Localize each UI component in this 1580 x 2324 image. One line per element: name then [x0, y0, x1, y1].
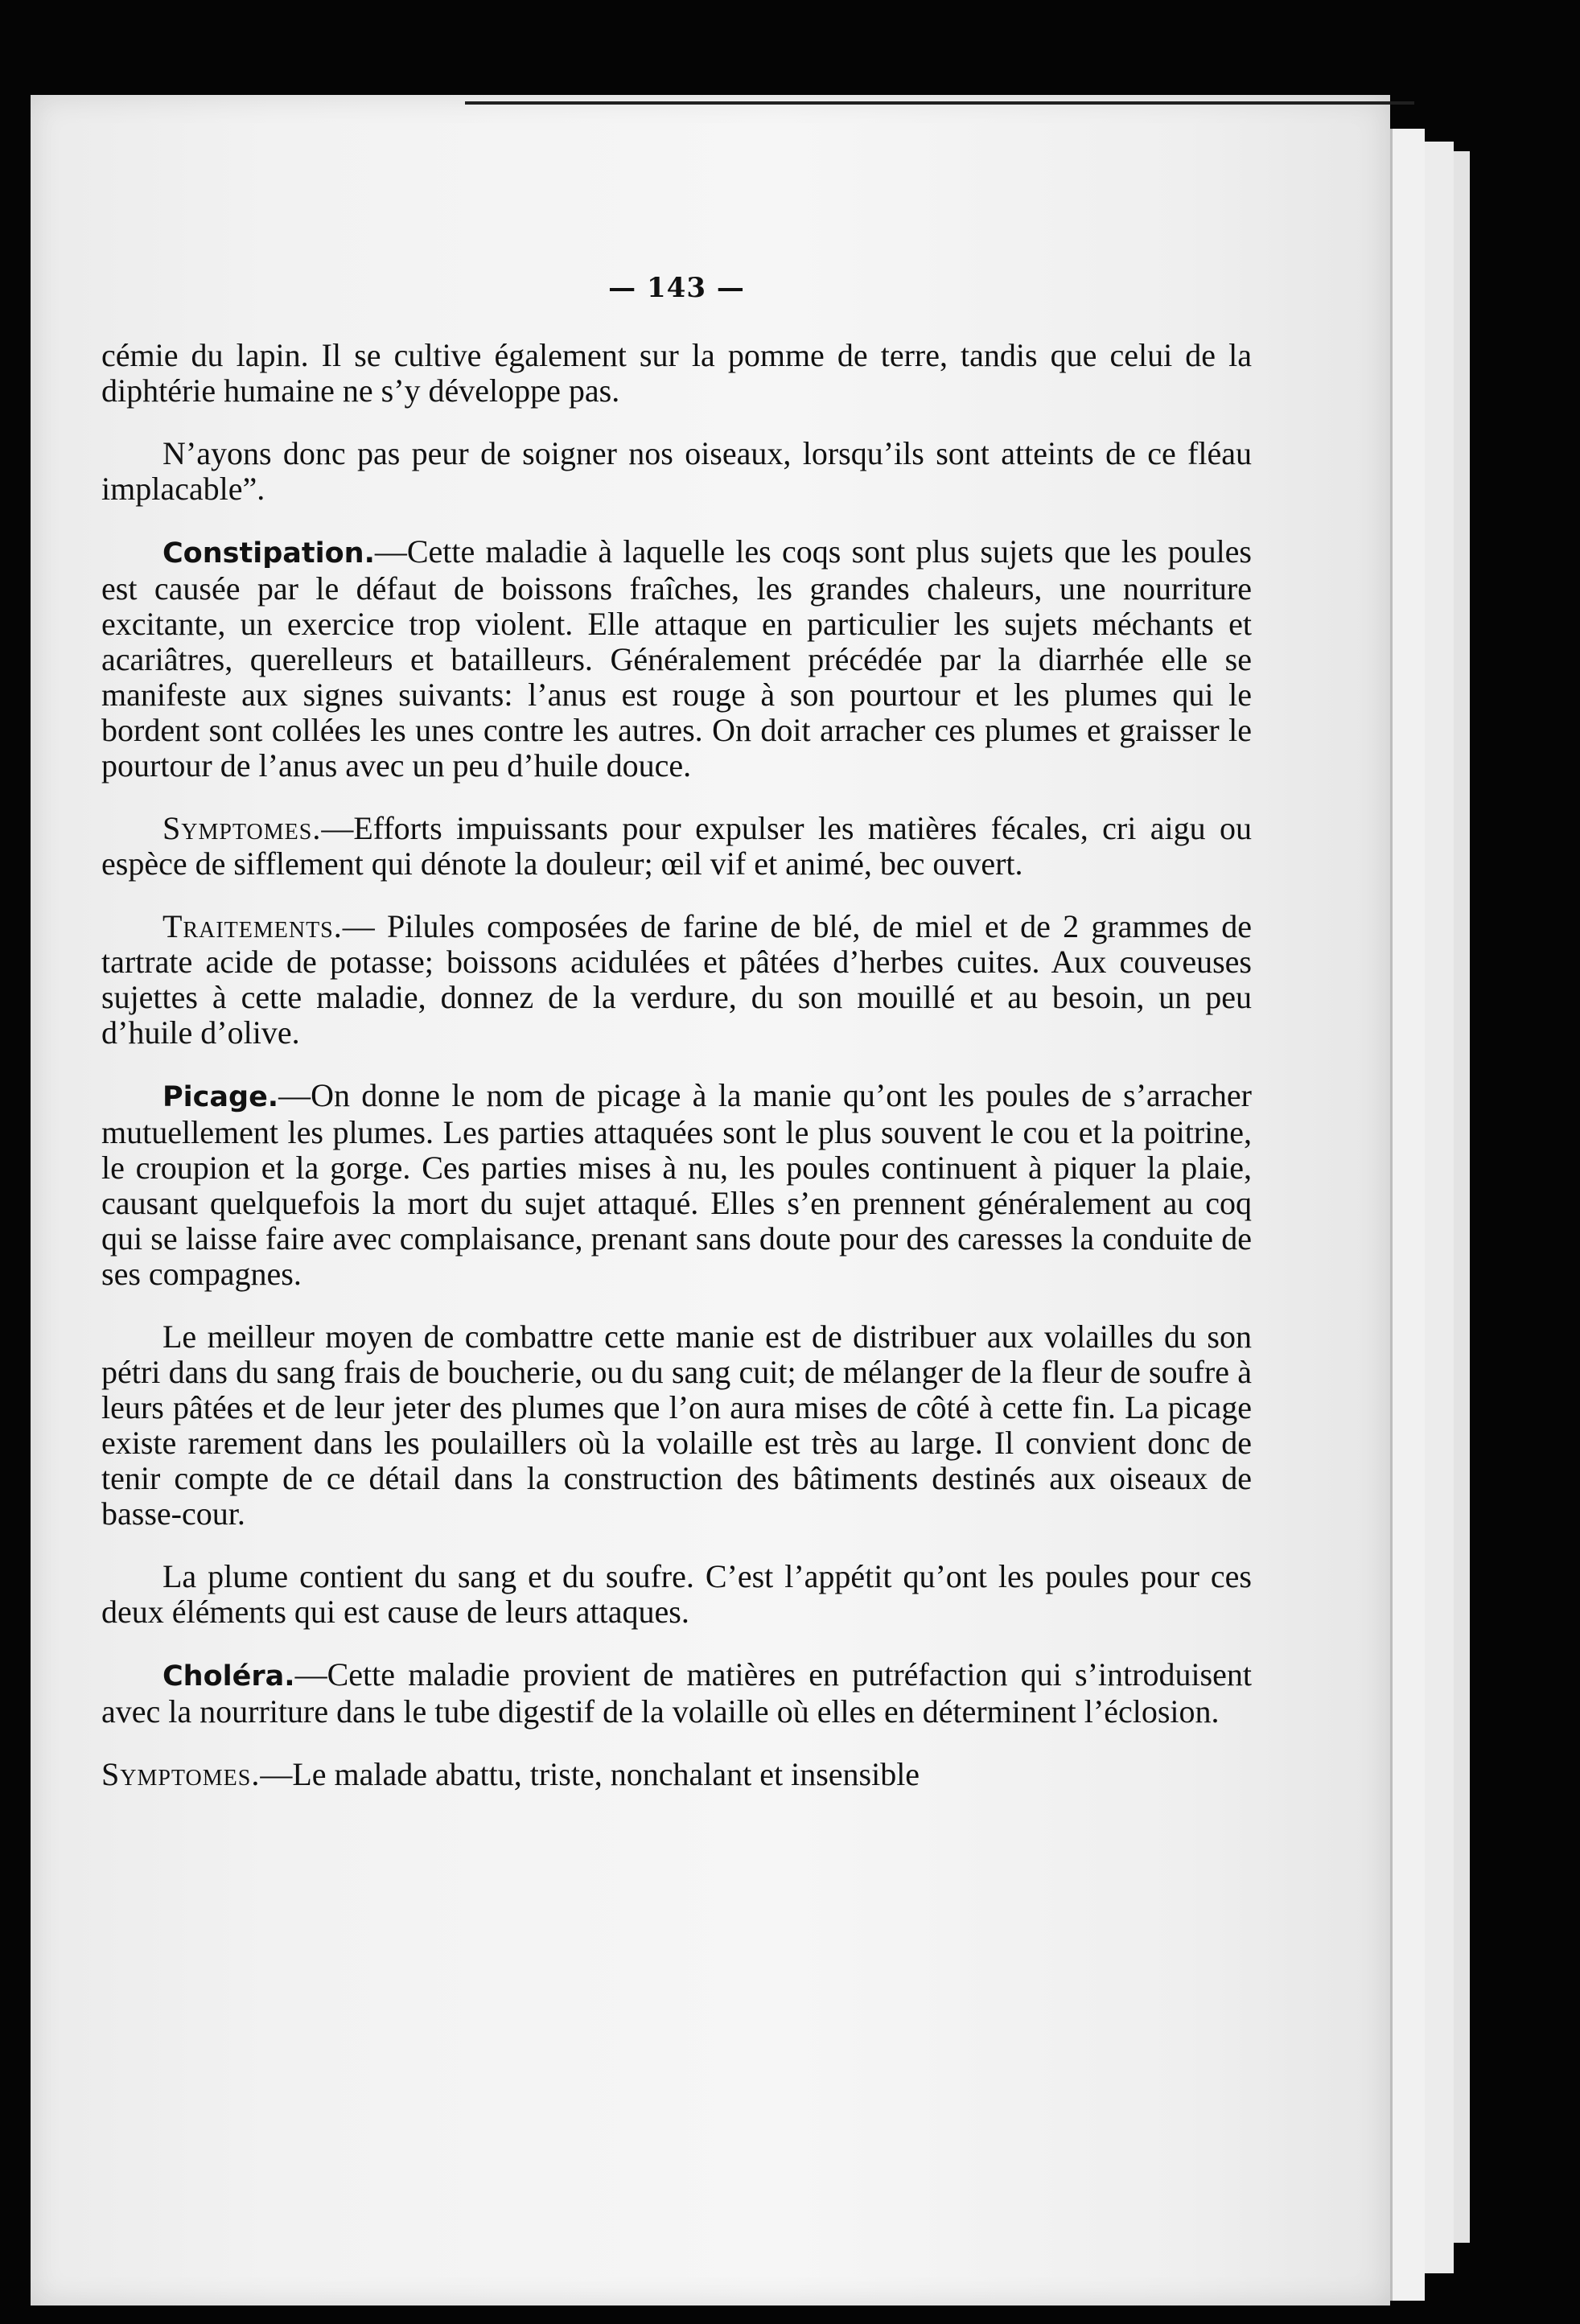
subheading-symptomes: Symptomes.: [101, 1756, 261, 1792]
subheading-symptomes: Symptomes.: [163, 810, 322, 846]
paragraph-text: N’ayons donc pas peur de soigner nos oiseaux, lorsqu’ils sont atteints de ce fléau implacable”.: [101, 435, 1252, 507]
paragraph-constipation: [101, 534, 1252, 784]
paragraph-text: La plume contient du sang et du soufre. C’est l’appétit qu’ont les poules pour ces deux éléments qui est cause de leurs attaques.: [101, 1558, 1252, 1630]
paragraph-plume: [101, 1559, 1252, 1630]
page-content: [101, 272, 1252, 1820]
paragraph-text: —Le malade abattu, triste, nonchalant et insensible: [260, 1756, 920, 1792]
paragraph-text: Le meilleur moyen de combattre cette manie est de distribuer aux volailles du son pétri dans du sang frais de boucherie, ou du sang cuit; de mélanger de la fleur de soufre à leurs pâtées et de leur jeter des plumes que l’on aura mises de côté à cette fin. La picage existe rarement dans les poulaillers où la volaille est très au large. Il convient donc de tenir compte de ce détail dans la construction des bâtiments destinés aux oiseaux de basse-cour.: [101, 1318, 1252, 1532]
paragraph-picage: [101, 1078, 1252, 1292]
paragraph-text: —Cette maladie à laquelle les coqs sont plus sujets que les poules est causée par le défaut de boissons fraîches, les grandes chaleurs, une nourriture excitante, un exercice trop violent. Elle attaque en particulier les sujets méchants et acariâtres, querelleurs et batailleurs. Généralement précédée par la diarrhée elle se manifeste aux signes suivants: l’anus est rouge à son pourtour et les plumes qui le bordent sont collées les unes contre les autres. On doit arracher ces plumes et graisser le pourtour de l’anus avec un peu d’huile douce.: [101, 533, 1252, 784]
paragraph-symptomes-2: [101, 1757, 1252, 1792]
section-heading-picage: Picage.: [163, 1081, 279, 1113]
paragraph-text: — Pilules composées de farine de blé, de miel et de 2 grammes de tartrate acide de potasse; boissons acidulées et pâtées d’herbes cuites. Aux couveuses sujettes à cette maladie, donnez de la verdure, du son mouillé et au besoin, un peu d’huile d’olive.: [101, 908, 1252, 1051]
paragraph-cholera: [101, 1657, 1252, 1730]
paragraph-traitements: [101, 909, 1252, 1051]
page-number: — 143 —: [608, 272, 745, 304]
page-stack-edge: [1451, 151, 1470, 2243]
page-stack-edge: [1390, 129, 1425, 2301]
section-heading-cholera: Choléra.: [163, 1660, 295, 1693]
paragraph-text: —Efforts impuissants pour expulser les matières fécales, cri aigu ou espèce de sifflement qui dénote la douleur; œil vif et animé, bec ouvert.: [101, 810, 1252, 882]
paragraph-1: [101, 338, 1252, 409]
paragraph-text: —On donne le nom de picage à la manie qu’ont les poules de s’arracher mutuellement les plumes. Les parties attaquées sont le plus souvent le cou et la poitrine, le croupion et la gorge. Ces parties mises à nu, les poules continuent à piquer la plaie, causant quelquefois la mort du sujet attaqué. Elles s’en prennent généralement au coq qui se laisse faire avec complaisance, prenant sans doute pour des caresses la conduite de ses compagnes.: [101, 1077, 1252, 1292]
section-heading-constipation: Constipation.: [163, 537, 375, 570]
paragraph-combat: [101, 1319, 1252, 1532]
paragraph-text: —Cette maladie provient de matières en putréfaction qui s’introduisent avec la nourriture dans le tube digestif de la volaille où elles en déterminent l’éclosion.: [101, 1656, 1252, 1730]
page-stack-edge: [1422, 142, 1454, 2273]
paragraph-symptomes-1: [101, 811, 1252, 882]
subheading-traitements: Traitements.: [163, 908, 343, 944]
book-page: [31, 95, 1390, 2305]
page-top-rule: [465, 101, 1414, 105]
paragraph-text: cémie du lapin. Il se cultive également sur la pomme de terre, tandis que celui de la diphtérie humaine ne s’y développe pas.: [101, 337, 1252, 409]
paragraph-2: [101, 436, 1252, 507]
